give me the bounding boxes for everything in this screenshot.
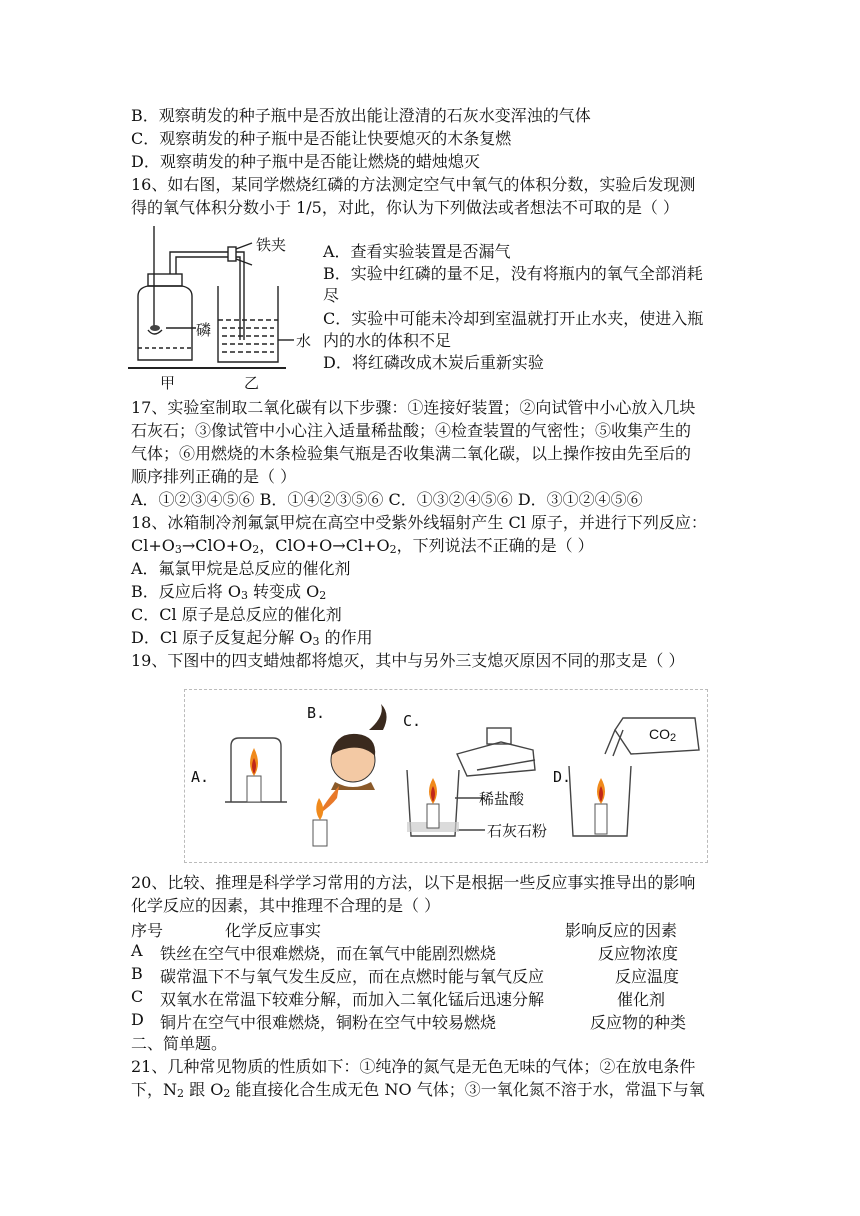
q15-option-d: D．观察萌发的种子瓶中是否能让燃烧的蜡烛熄灭 [131, 152, 480, 171]
q18-option-b: B．反应后将 $O_3$ 转变成 $O_2$ [131, 582, 327, 602]
q16-option-c-line2: 内的水的体积不足 [323, 331, 452, 350]
q16-option-b-line2: 尽 [323, 286, 340, 305]
q16-option-a: A．查看实验装置是否漏气 [323, 242, 511, 261]
table-row-fact: 双氧水在常温下较难分解，而加入二氧化锰后迅速分解 [160, 990, 545, 1009]
q18-stem: 18、冰箱制冷剂氟氯甲烷在高空中受紫外线辐射产生 Cl 原子，并进行下列反应： [131, 513, 707, 532]
q17-line3: 气体；⑥用燃烧的木条检验集气瓶是否收集满二氧化碳，以上操作按由先至后的 [131, 444, 692, 463]
q16-stem-line1: 16、如右图，某同学燃烧红磷的方法测定空气中氧气的体积分数，实验后发现测 [131, 175, 696, 194]
q19-stem: 19、下图中的四支蜡烛都将熄灭，其中与另外三支熄灭原因不同的那支是（ ） [131, 651, 685, 670]
table-header-no: 序号 [131, 921, 164, 940]
table-row-factor: 反应物浓度 [598, 944, 679, 963]
section-heading: 二、简单题。 [131, 1034, 228, 1053]
table-row-no: B [131, 964, 143, 983]
candles-figure [184, 689, 708, 863]
option-a-label: A. [191, 768, 210, 786]
table-row-fact: 铁丝在空气中很难燃烧，而在氧气中能剧烈燃烧 [160, 944, 497, 963]
phosphorus-apparatus-figure [126, 222, 324, 394]
q21-line1: 21、几种常见物质的性质如下：①纯净的氮气是无色无味的气体；②在放电条件 [131, 1057, 696, 1076]
water-label: 水 [296, 332, 312, 350]
table-row-factor: 反应物的种类 [590, 1013, 687, 1032]
phosphorus-label: 磷 [196, 321, 212, 339]
q21-line2: 下，$N_2$ 跟 $O_2$ 能直接化合生成无色 NO 气体；③一氧化氮不溶于水，常温下与氧 [131, 1080, 705, 1100]
q17-line1: 17、实验室制取二氧化碳有以下步骤：①连接好装置；②向试管中小心放入几块 [131, 398, 696, 417]
candles-drawing [185, 690, 707, 862]
jar-jia-label: 甲 [160, 374, 176, 392]
table-header-factor: 影响反应的因素 [565, 921, 678, 940]
q18-option-d: D．Cl 原子反复起分解 $O_3$ 的作用 [131, 628, 373, 648]
beaker-yi-label: 乙 [244, 374, 260, 392]
q18-option-a: A．氟氯甲烷是总反应的催化剂 [131, 559, 351, 578]
table-header-fact: 化学反应事实 [225, 921, 322, 940]
dilute-hcl-label: 稀盐酸 [479, 791, 525, 808]
q16-option-d: D．将红磷改成木炭后重新实验 [323, 353, 544, 372]
table-row-no: A [131, 941, 143, 960]
limestone-powder-label: 石灰石粉 [487, 823, 548, 840]
option-c-label: C. [403, 712, 422, 730]
q17-options: A．①②③④⑤⑥ B．①④②③⑤⑥ C．①③②④⑤⑥ D．③①②④⑤⑥ [131, 490, 643, 509]
table-row-no: C [131, 987, 144, 1006]
q20-stem-line2: 化学反应的因素，其中推理不合理的是（ ） [131, 896, 441, 915]
co2-label: $CO_2$ [649, 726, 677, 744]
q18-option-c: C．Cl 原子是总反应的催化剂 [131, 605, 342, 624]
table-row-factor: 反应温度 [615, 967, 680, 986]
table-row-fact: 碳常温下不与氧气发生反应，而在点燃时能与氧气反应 [160, 967, 545, 986]
q15-option-c: C．观察萌发的种子瓶中是否能让快要熄灭的木条复燃 [131, 129, 512, 148]
table-row-no: D [131, 1010, 144, 1029]
option-b-label: B. [307, 704, 326, 722]
option-d-label: D. [553, 768, 572, 786]
q16-option-b-line1: B．实验中红磷的量不足，没有将瓶内的氧气全部消耗 [323, 264, 703, 283]
q17-line4: 顺序排列正确的是（ ） [131, 467, 297, 486]
q17-line2: 石灰石；③像试管中小心注入适量稀盐酸；④检查装置的气密性；⑤收集产生的 [131, 421, 692, 440]
q18-equation: $Cl+O_3\to ClO+O_2$，$ClO+O\to Cl+O_2$，下列说法不正确的是（ ） [131, 536, 594, 556]
q15-option-b: B．观察萌发的种子瓶中是否放出能让澄清的石灰水变浑浊的气体 [131, 106, 591, 125]
q20-stem-line1: 20、比较、推理是科学学习常用的方法，以下是根据一些反应事实推导出的影响 [131, 873, 696, 892]
table-row-fact: 铜片在空气中很难燃烧，铜粉在空气中较易燃烧 [160, 1013, 497, 1032]
q16-option-c-line1: C．实验中可能未冷却到室温就打开止水夹，使进入瓶 [323, 309, 704, 328]
table-row-factor: 催化剂 [617, 990, 666, 1009]
clamp-label: 铁夹 [256, 236, 287, 254]
q16-stem-line2: 得的氧气体积分数小于 1/5，对此，你认为下列做法或者想法不可取的是（ ） [131, 198, 679, 217]
